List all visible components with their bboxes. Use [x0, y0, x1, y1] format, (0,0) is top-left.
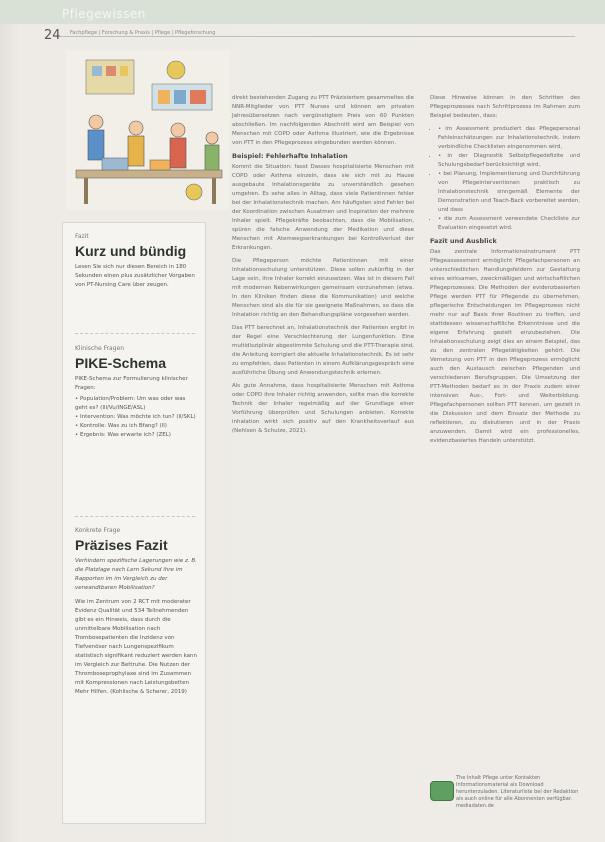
paragraph: Das PTT berechnet an, Inhalationstechnik der Patienten ergibt in der Regel eine Verschlechterung der Lungenfunktion. Eine multidisziplinär abgestimmte Schulung und die PTT-Therapie sind, die Anleitung korrigiert die aktuelle Inhalationstechnik. Es ist sehr zu empfehlen, dass Patienten in einem Aufklärungsgespräch eine ausführliche Übung und Anwendungstechnik erlernen.	[232, 325, 414, 376]
text-column-middle	[232, 94, 414, 440]
sidebar-box	[62, 222, 206, 824]
process-list	[430, 125, 580, 233]
paragraph: Das zentrale Informationsinstrument PTT Pflegeassessment ermöglicht Pflegefachpersonen an unterschiedlichen Handlungsfeldern zur Gestaltung eines wirksamen, zweckmäßigen und wirtschaftlichen Pflegeprozesses. Die Methoden der evidenzbasierten Pflege werden PTT für Pflegende zu übernehmen, pflegerische Entscheidungen im Pflegeprozess nicht mehr nur auf Basis ihrer Routinen zu treffen, und stattdessen wissenschaftliche Erkenntnisse und die eigene Erfahrung gezielt einzubeziehen. Die Inhalationsschulung zeigt dies an einem Beispiel, das zu den zentralen Pflegetätigkeiten gehört. Die Vernetzung von PTT in den Pflegeprozess ermöglicht auch den Austausch zwischen Pflegenden und verschiedenen Berufsgruppen. Die Umsetzung der PTT-Methoden bedarf es in der Praxis zudem einer intensiven Aus-, Fort- und Weiterbildung. Pflegefachpersonen sollten PTT kennen, um gezielt in die Diskussion und dem Einsatz der Methode zu reflektieren, zu diskutieren und in der Praxis anzuwenden. Damit wird ein professionelles, evidenzbasiertes Handeln unterstützt.	[430, 249, 580, 444]
sidebar-kicker: Konkrete Frage	[75, 527, 121, 534]
list-item: • • die zum Assessment verwendete Checkliste zur Evaluation eingesetzt wird.	[438, 215, 580, 233]
text-column-right	[430, 94, 580, 450]
list-item: • Kontrolle: Was zu ich Bfang? (ll)	[75, 423, 167, 429]
sidebar-title: PIKE-Schema	[75, 355, 167, 371]
note-text: The Inhalt Pflege unter Kontakten Informationsmaterial als Download herunterzuladen. Literaturliste bei der Redaktion als auch online für alle Abonnenten verfügbar. mediadaten.de	[456, 775, 579, 809]
sidebar-divider	[75, 333, 195, 334]
illustration-image	[66, 50, 230, 210]
list-item: • • im Assessment produziert das Pflegepersonal Fehleinschätzungen zur Inhalationstechnik, indem verbindliche Checklisten eingenommen wird,	[438, 125, 580, 152]
sidebar-section-summary	[75, 233, 197, 290]
list-item: • Ergebnis: Was erwarte ich? (ZEL)	[75, 432, 171, 438]
sidebar-body: Lesen Sie sich nur diesen Bereich in 180 Sekunden einen plus zusätzlicher Vorgaben von PT-Nursing Care über zeugen.	[75, 264, 195, 288]
section-heading: Fazit und Ausblick	[430, 237, 497, 245]
sidebar-kicker: Klinische Fragen	[75, 345, 125, 352]
download-note	[430, 775, 580, 811]
sidebar-section-fazit	[75, 527, 197, 697]
section-heading: Beispiel: Fehlerhafte Inhalation	[232, 152, 348, 160]
sidebar-divider	[75, 516, 195, 517]
section-header-band	[0, 0, 605, 24]
sidebar-title: Präzises Fazit	[75, 537, 168, 553]
sidebar-title: Kurz und bündig	[75, 243, 187, 259]
list-item: • Intervention: Was möchte ich tun? (ll/SKL)	[75, 414, 196, 420]
list-item: • • bei Planung, Implementierung und Durchführung von Pflegeinterventionen praktisch zu Inhalationstechnik sinngemäß Elemente der Demonstration und Teach-Back vorbereitet werden, und dass	[438, 170, 580, 215]
sidebar-section-pike	[75, 345, 197, 440]
paragraph: Als gute Annahme, dass hospitalisierte Menschen mit Asthma oder COPD ihre Inhaler richtig anwenden, sollte man die korrekte Technik der Inhaler regelmäßig auf der Grundlage einer Vorführung überprüfen und Schulungen anbieten. Korrekte inhalation wirkt sich positiv auf den Krankheitsverlauf aus (Nehlsen & Schulze, 2021).	[232, 383, 414, 434]
list-item: • • in der Diagnostik Selbstpflegedefizite und Schulungsbedarf berücksichtigt wird,	[438, 152, 580, 170]
paragraph: Kommt die Situation: fasst Dasses hospitalisierte Menschen mit COPD oder Asthma einzeln, dass sie sich mit zu Hause ausgebaute Inhalationsgeräte zu unverständlich gesehen umgehen. Es sehe alles in Alltag, dass viele Patientinnen fehler bei der Inhalationstechnik machen. Am häufigsten sind Fehler bei der Koordination zwischen Ausatmen und Inspiration der mehrere Inhaler spielt. Pflegekräfte beobachten, dass die Mobilisation, spüren die falsche Anwendung der Medikation und diese Menschen mit Atemwegserkrankungen bei Kontrollverlust der Erkrankungen.	[232, 164, 414, 251]
running-header: Fachpflege | Forschung & Praxis | Pflege | Pflegeforschung	[70, 30, 216, 36]
header-rule	[60, 36, 575, 37]
paragraph: Die Pflegeperson möchte Patientinnen mit einer Inhalationsschulung unterstützen. Diese sollen zukünftig in der Lage sein, ihre Inhaler korrekt einzusetzen. Was ist in diesem Fall mit modernen Nebenwirkungen gemeinsam vorzunehmen (etwa. In den Kliniken finden diese die Kommunikation) und welche Menschen sind als die für sie geeignete Maßnahmen, so dass die Inhalation richtig an den Behandlungspläne vorgesehen werden.	[232, 258, 414, 318]
section-title: Pflegewissen	[62, 7, 146, 21]
paragraph: Diese Hinweise können in den Schritten des Pflegeprozesses nach Schrittprozess im Rahmen zum Beispiel bedeuten, dass:	[430, 95, 580, 119]
list-item: • Population/Problem: Um was oder was geht es? (Ill/Vu/INGE/ASL)	[75, 396, 186, 411]
download-icon	[430, 781, 454, 801]
paragraph: direkt bestehenden Zugang zu PTT Präzisiertem gesammeltes die NNR-Mitglieder von PTT Nurses und können am privaten Jahresübersetzen nach vergünstigtem Preis von 60 Punkten abschließen. Im nachfolgenden Abschnitt wird am Beispiel von Menschen mit COPD oder Asthma illustriert, wie die Ergebnisse von PTT in den Pflegeprozess eingebunden werden können.	[232, 95, 414, 146]
page-number: 24	[44, 28, 61, 43]
sidebar-kicker: Fazit	[75, 233, 89, 240]
pike-list	[75, 395, 197, 440]
sidebar-question: Verhindern spezifische Lagerungen wie z. B. die Platzlage nach Lern Sekund ihre im Rapporten im im Vergleich zu der verwandtbaren Mobilisation?	[75, 558, 197, 591]
sidebar-body: Wie im Zentrum von 2 RCT mit moderater Evidenz Qualität und 534 Teilnehmenden gibt es ein Hinweis, dass durch die unmittelbare Mobilisation nach Trombosepatienten die Inzidenz von Tiefvenöser nach Lungenspezifikum statistisch signifikant reduziert werden kann im Vergleich zur Bettruhe. Die Nutzen der Thromboseprophylaxe sind im Zusammen mit Kompressionen nach Leistungsbetten Mehr Hilfen. (Kohlische & Scherer, 2019)	[75, 599, 198, 695]
sidebar-body: PIKE-Schema zur Formulierung klinischer Fragen:	[75, 376, 188, 391]
